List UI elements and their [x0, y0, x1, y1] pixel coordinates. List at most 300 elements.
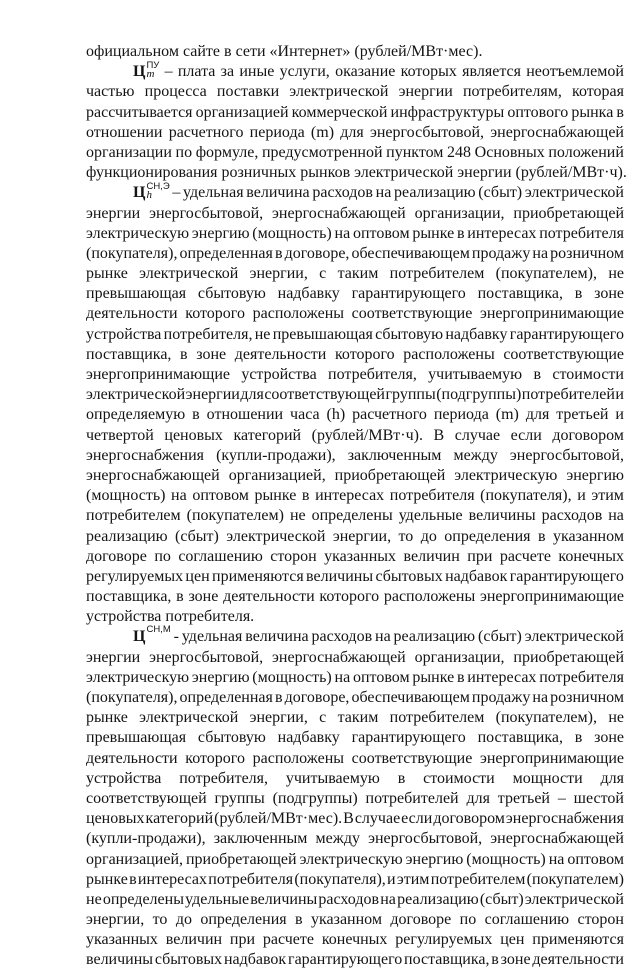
text-line	[86, 910, 624, 930]
word: договоре	[86, 547, 147, 565]
word: предусмотренной	[261, 143, 383, 161]
word: договоре,	[284, 689, 350, 706]
word: потребителя,	[163, 325, 253, 343]
word: в	[274, 244, 283, 262]
word: случае	[454, 426, 501, 444]
word: в	[274, 689, 283, 706]
word: энергии	[86, 204, 141, 222]
word: реализацию	[86, 527, 168, 545]
word: на	[380, 890, 396, 908]
word: потребителем	[86, 507, 181, 525]
word: (покупателя),	[86, 244, 178, 262]
word: сбытовых	[375, 567, 443, 585]
word: на	[375, 628, 391, 646]
text-line	[86, 668, 624, 688]
word: с	[319, 265, 327, 283]
word: расходов	[541, 507, 603, 525]
text-line	[86, 123, 624, 143]
word: электрической	[139, 265, 239, 283]
text-line	[86, 163, 627, 183]
word: расположены	[403, 345, 495, 363]
word: электрической	[226, 527, 326, 545]
word: электрической	[524, 628, 624, 646]
paragraph	[86, 624, 624, 970]
word: интересах	[467, 224, 537, 242]
word: электрическую	[299, 850, 403, 868]
word: в	[295, 911, 303, 929]
word: указанных	[86, 931, 158, 949]
word: неотъемлемой	[526, 63, 624, 81]
word: устройства	[86, 325, 162, 343]
word: конечных	[558, 547, 624, 565]
word: организацией,	[86, 850, 183, 868]
text-line	[86, 284, 624, 304]
text-line	[86, 62, 624, 82]
word: (мощность)	[86, 487, 166, 505]
word: расходов	[312, 184, 373, 202]
word: мощности	[512, 769, 583, 787]
word: для	[340, 123, 364, 141]
word: определенная	[179, 689, 273, 706]
word: энергию	[405, 850, 464, 868]
word: часа	[290, 406, 320, 424]
word: оптового	[507, 103, 569, 121]
word: энергоснабжающей	[86, 466, 220, 484]
word: потребителя	[208, 870, 294, 888]
word: устройства	[86, 769, 162, 787]
word: зоне	[594, 729, 624, 747]
word: рынке	[86, 870, 128, 888]
word: (покупателем),	[495, 265, 597, 283]
word: зоне	[594, 285, 624, 303]
word: по	[175, 143, 193, 161]
text-line	[86, 486, 624, 506]
word: указанном	[311, 911, 382, 929]
word: интересах	[467, 668, 537, 686]
word: величина	[245, 628, 309, 646]
word: интересах	[137, 870, 208, 888]
word: сети	[235, 43, 266, 60]
word: энергосбытовой,	[509, 446, 624, 464]
word: рынке	[412, 224, 455, 242]
word: по	[459, 911, 477, 929]
word: которого	[334, 345, 395, 363]
word: расположены	[252, 749, 345, 767]
word: частью	[86, 83, 135, 101]
word: соответствующей	[86, 789, 207, 807]
word: энергии	[86, 648, 141, 666]
text-line	[86, 870, 624, 890]
word: энергосбытовой,	[369, 123, 485, 141]
word: организацией,	[228, 466, 326, 484]
word: сторон	[270, 547, 317, 565]
word: энергии	[185, 386, 240, 404]
word: реализацию	[397, 890, 479, 908]
word: поставки	[216, 83, 280, 101]
word: энергию	[191, 224, 250, 242]
word: то	[398, 527, 414, 545]
word: организацией	[195, 103, 289, 121]
word: группы	[385, 386, 436, 404]
text-line	[86, 304, 624, 324]
word: величины	[306, 567, 374, 585]
word: функционирования	[86, 164, 218, 182]
text-line	[86, 385, 624, 405]
word: конечных	[321, 931, 388, 949]
word: энергоснабжения	[505, 810, 624, 828]
word: между	[315, 830, 360, 848]
word: на	[334, 224, 351, 242]
word: (h)	[326, 406, 346, 424]
word: которого	[185, 749, 245, 767]
text-line	[86, 42, 624, 62]
word: оказание	[335, 63, 396, 81]
word: с	[319, 709, 327, 727]
symbol-superscript: ПУ	[146, 60, 160, 72]
word: сбытовую	[197, 285, 266, 303]
word: (сбыт)	[175, 527, 219, 545]
word: рынке	[86, 709, 128, 727]
text-line	[86, 345, 624, 365]
word: которого	[185, 305, 245, 323]
word: зоне	[196, 345, 227, 363]
word: рынка	[571, 103, 614, 121]
word: гарантирующего	[351, 729, 466, 747]
word: соответствующие	[351, 749, 473, 767]
word: цен	[500, 931, 525, 949]
word: категорий	[233, 426, 302, 444]
word: заключенным	[347, 446, 442, 464]
word: электрической	[354, 164, 454, 182]
word: величина	[246, 184, 310, 202]
text-line	[86, 506, 624, 526]
word: приобретающей	[334, 466, 446, 484]
symbol-base: Ц	[133, 63, 146, 81]
word: в	[192, 406, 200, 424]
symbol-superscript: СН,М	[146, 624, 171, 636]
word: реализацию	[393, 628, 476, 646]
word: не	[254, 325, 271, 343]
text-line	[86, 587, 624, 607]
text-line	[86, 624, 624, 647]
text-line	[86, 204, 624, 224]
word: расходов	[311, 628, 373, 646]
word: определенная	[179, 244, 273, 262]
word: превышающая	[86, 285, 187, 303]
word: в	[616, 103, 624, 121]
text-line	[86, 143, 624, 163]
word: в	[537, 527, 546, 545]
paragraph	[86, 183, 624, 627]
word: (подгруппы)	[272, 789, 358, 807]
word: удельные	[185, 890, 250, 908]
word: электрической	[524, 184, 624, 202]
word: потребителей	[521, 386, 615, 404]
word: потребителя,	[328, 366, 417, 383]
word: сбытовых	[154, 951, 223, 969]
word: надбавок	[223, 951, 287, 969]
text-line	[86, 950, 624, 970]
word: договором	[552, 426, 624, 444]
word: потребителя.	[165, 608, 255, 626]
word: надбавок	[445, 567, 508, 585]
word: удельные	[398, 507, 463, 525]
word: в	[176, 588, 184, 606]
word: расходов	[318, 890, 380, 908]
word: формуле,	[195, 143, 259, 161]
word: коммерческой	[291, 103, 388, 121]
word: –	[164, 63, 173, 81]
word: на	[532, 689, 549, 706]
paragraph	[86, 60, 627, 183]
word: приобретающей	[185, 850, 297, 868]
word: применяются	[212, 567, 304, 585]
word: деятельности	[234, 345, 327, 363]
word: обеспечивающем	[351, 244, 470, 262]
word: при	[467, 547, 493, 565]
word: деятельности	[86, 305, 178, 323]
word: электрическую	[86, 224, 190, 242]
text-line	[86, 446, 624, 466]
word: поставщика,	[477, 285, 563, 303]
word: в	[574, 285, 583, 303]
word: если	[401, 810, 433, 828]
word: случае	[354, 810, 401, 828]
text-line	[86, 769, 624, 789]
word: стоимости	[423, 769, 495, 787]
word: энергоснабжающей	[490, 830, 624, 848]
word: ценовых	[86, 810, 145, 828]
word: рынке	[254, 487, 297, 505]
text-line	[86, 426, 624, 446]
word: организации,	[414, 648, 505, 666]
text-line	[86, 547, 624, 567]
word: сторон	[577, 911, 624, 929]
word: (купли-продажи),	[86, 830, 206, 848]
word: на	[532, 244, 549, 262]
word: гарантирующего	[509, 325, 624, 343]
word: регулируемых	[86, 567, 184, 585]
word: периода	[249, 123, 305, 141]
word: не	[608, 265, 624, 283]
word: надбавку	[277, 285, 340, 303]
text-line	[86, 264, 624, 284]
word: (покупателя),	[480, 487, 572, 505]
word: энергосбытовой,	[149, 648, 264, 666]
word: потребителям,	[462, 83, 562, 101]
word: официальном	[86, 43, 179, 60]
word: организации	[86, 143, 172, 161]
word: оптовом	[352, 224, 410, 242]
word: которого	[319, 588, 380, 606]
word: поставщика,	[86, 588, 172, 606]
word: (мощность)	[252, 668, 332, 686]
word: организации,	[414, 204, 505, 222]
word: услуги,	[279, 63, 330, 81]
document-page	[86, 42, 627, 971]
symbol-subscript: m	[146, 68, 155, 81]
word: потребителем	[389, 265, 485, 283]
word: приобретающей	[513, 648, 624, 666]
symbol-base: Ц	[133, 184, 146, 202]
word: удельная	[181, 628, 243, 646]
word: обеспечивающем	[351, 689, 470, 706]
word: и	[615, 386, 624, 404]
word: (покупателя),	[86, 689, 178, 706]
word: розничном	[550, 244, 624, 262]
word: положений	[548, 143, 624, 161]
word: и	[615, 406, 624, 424]
word: (мощность)	[466, 850, 546, 868]
word: розничных	[221, 164, 297, 182]
word: для	[525, 406, 550, 424]
word: регулируемых	[395, 931, 493, 949]
word: (подгруппы)	[436, 386, 522, 404]
word: на	[334, 668, 351, 686]
word: и	[577, 487, 586, 505]
word: оптовом	[352, 668, 410, 686]
word: потребителей	[365, 789, 459, 807]
word: (купли-продажи),	[216, 446, 336, 464]
word: энергоснабжающей	[272, 648, 406, 666]
word: –	[557, 789, 566, 807]
word: процесса	[144, 83, 207, 101]
word: не	[289, 507, 306, 525]
word: при	[229, 931, 256, 949]
word: деятельности	[86, 749, 178, 767]
word: надбавку	[277, 729, 340, 747]
formula-symbol	[86, 62, 159, 82]
word: расчетного	[168, 123, 244, 141]
word: (мощность)	[252, 224, 332, 242]
word: электрической	[139, 709, 239, 727]
word: (рублей/МВт·ч).	[311, 426, 423, 444]
word: потребителем	[389, 709, 485, 727]
word: расчетного	[352, 406, 427, 424]
word: электрическую	[454, 466, 558, 484]
word: энергопринимающие	[479, 588, 624, 606]
word: (сбыт)	[479, 890, 524, 908]
text-line	[86, 567, 624, 587]
word: для	[600, 769, 624, 787]
word: Основных	[474, 143, 545, 161]
word: оптовом	[192, 487, 249, 505]
word: величины	[86, 951, 154, 969]
text-line	[86, 850, 624, 870]
word: (сбыт)	[478, 628, 522, 646]
word: интересах	[315, 487, 385, 505]
word: определяемую	[86, 406, 186, 424]
text-line	[86, 890, 624, 910]
word: соответствующие	[503, 345, 624, 363]
word: на	[171, 487, 187, 505]
word: «Интернет»	[269, 43, 351, 60]
word: энергии,	[249, 709, 308, 727]
word: для	[466, 789, 490, 807]
word: в	[129, 870, 137, 888]
word: группы	[214, 789, 265, 807]
word: (рублей/МВт·мес).	[214, 810, 343, 828]
word: потребителя	[539, 224, 624, 242]
word: величин	[165, 931, 223, 949]
word: на	[375, 184, 392, 202]
word: энергосбытовой,	[149, 204, 264, 222]
word: указанных	[324, 547, 397, 565]
word: (сбыт)	[478, 184, 523, 202]
word: электрической	[524, 890, 624, 908]
word: (покупателем)	[526, 870, 624, 888]
word: пунктом	[386, 143, 444, 161]
word: указанном	[552, 527, 624, 545]
word: в	[456, 668, 465, 686]
word: (m)	[495, 406, 519, 424]
word: между	[453, 446, 498, 464]
word: энергии,	[86, 911, 145, 929]
word: за	[220, 63, 235, 81]
word: потребителя	[389, 487, 475, 505]
word: рынков	[300, 164, 351, 182]
word: и	[387, 870, 396, 888]
word: определены	[311, 507, 393, 525]
word: энергии,	[249, 265, 308, 283]
word: гарантирующего	[288, 951, 403, 969]
word: отношении	[206, 406, 284, 424]
word: третьей	[497, 789, 550, 807]
word: учитываемую	[285, 769, 380, 787]
word: (m)	[310, 123, 335, 141]
word: цен	[185, 567, 210, 585]
word: инфраструктуры	[390, 103, 505, 121]
word: определения	[200, 911, 287, 929]
word: соответствующей	[264, 386, 385, 404]
word: (покупателя),	[294, 870, 386, 888]
word: электрической	[86, 386, 186, 404]
word: шестой	[573, 789, 624, 807]
word: в	[180, 345, 188, 363]
word: деятельности	[532, 951, 624, 969]
word: (рублей/МВт·мес).	[354, 43, 483, 60]
word: оптовом	[567, 850, 624, 868]
word: потребителя,	[179, 769, 269, 787]
word: иные	[239, 63, 275, 81]
formula-symbol	[86, 624, 171, 647]
word: расчете	[262, 931, 314, 949]
word: энергию	[566, 466, 624, 484]
word: договоре,	[284, 244, 350, 262]
text-line	[86, 708, 624, 728]
word: категорий	[145, 810, 214, 828]
word: поставщика,	[86, 345, 172, 363]
word: договоре	[390, 911, 452, 929]
word: зоне	[188, 588, 219, 606]
word: энергопринимающие	[86, 366, 230, 383]
text-line	[86, 728, 624, 748]
text-line	[86, 466, 624, 486]
word: гарантирующего	[351, 285, 466, 303]
word: потребителем	[430, 870, 526, 888]
word: величин	[403, 547, 460, 565]
word: (покупателем)	[186, 507, 284, 525]
word: энергии,	[332, 527, 392, 545]
word: расположены	[383, 588, 476, 606]
text-line	[86, 930, 624, 950]
word: электрическую	[86, 668, 190, 686]
symbol-superscript: СН,Э	[146, 181, 170, 193]
word: для	[240, 386, 264, 404]
word: то	[152, 911, 168, 929]
word: величины	[468, 507, 536, 525]
word: которых	[400, 63, 457, 81]
